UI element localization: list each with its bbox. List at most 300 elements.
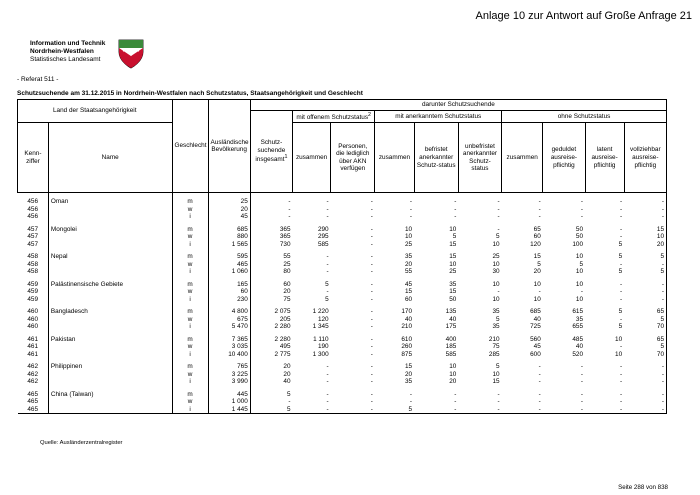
- value-cell: 120: [530, 240, 541, 248]
- value-cell: -: [370, 205, 373, 213]
- value-cell: -: [620, 225, 623, 233]
- geschlecht-cell: i: [172, 268, 208, 276]
- value-cell: 10: [575, 295, 584, 303]
- value-cell: 585: [317, 240, 329, 248]
- agency-logo-text: [30, 40, 105, 64]
- value-cell: -: [370, 268, 373, 276]
- value-cell: 10: [492, 260, 500, 268]
- country-name-cell: [48, 406, 172, 414]
- kennziffer-cell: 462: [18, 371, 49, 379]
- value-cell: -: [538, 398, 541, 406]
- kennziffer-cell: 462: [18, 363, 49, 371]
- kennziffer-cell: 459: [18, 296, 49, 304]
- value-cell: -: [580, 370, 584, 378]
- value-cell: 7 365: [208, 336, 250, 344]
- value-cell: 10: [533, 280, 541, 288]
- value-cell: 15: [533, 253, 541, 261]
- value-cell: -: [454, 390, 457, 398]
- value-cell: -: [620, 280, 623, 288]
- value-cell: -: [620, 233, 623, 241]
- value-cell: 210: [401, 323, 413, 331]
- table-row: [18, 253, 667, 261]
- value-cell: -: [409, 213, 413, 221]
- geschlecht-cell: i: [172, 213, 208, 221]
- header-offen-zusammen: zusammen: [293, 123, 331, 193]
- value-cell: 185: [445, 343, 457, 351]
- value-cell: -: [620, 315, 623, 323]
- header-latent: latent ausreise-pflichtig: [585, 123, 624, 193]
- value-cell: -: [370, 295, 373, 303]
- value-cell: 45: [404, 280, 413, 288]
- value-cell: 10: [615, 350, 623, 358]
- header-offen: [293, 110, 375, 123]
- header-anerkannt-zusammen: zusammen: [375, 123, 414, 193]
- value-cell: 15: [404, 288, 413, 296]
- value-cell: 5: [618, 268, 623, 276]
- value-cell: 5: [325, 295, 329, 303]
- value-cell: -: [620, 398, 623, 406]
- table-row: [18, 398, 667, 406]
- value-cell: -: [624, 261, 666, 269]
- table-row: [18, 351, 667, 359]
- value-cell: -: [370, 280, 373, 288]
- value-cell: -: [370, 363, 373, 371]
- value-cell: 65: [624, 308, 666, 316]
- value-cell: 1 000: [208, 398, 250, 406]
- geschlecht-cell: w: [172, 316, 208, 324]
- value-cell: 40: [575, 343, 584, 351]
- value-cell: -: [458, 406, 501, 414]
- value-cell: 685: [530, 308, 541, 316]
- value-cell: -: [620, 363, 623, 371]
- value-cell: -: [620, 213, 623, 221]
- value-cell: -: [288, 398, 291, 406]
- value-cell: 40: [449, 315, 457, 323]
- country-name-cell: [48, 206, 172, 214]
- table-title: Schutzsuchende am 31.12.2015 in Nordrhein-Westfalen nach Schutzstatus, Staatsangehörigkeit und Geschlecht: [17, 90, 363, 97]
- kennziffer-cell: 461: [18, 343, 49, 351]
- value-cell: 730: [279, 240, 291, 248]
- value-cell: 15: [449, 253, 457, 261]
- value-cell: 260: [401, 343, 413, 351]
- footnote-marker: 1: [284, 154, 288, 161]
- country-name-cell: [48, 233, 172, 241]
- geschlecht-cell: m: [172, 391, 208, 399]
- value-cell: -: [497, 390, 500, 398]
- value-cell: 15: [449, 288, 457, 296]
- geschlecht-cell: m: [172, 363, 208, 371]
- table-row: [18, 296, 667, 304]
- value-cell: 10: [449, 225, 457, 233]
- value-cell: 2 280: [274, 323, 291, 331]
- value-cell: -: [624, 391, 666, 399]
- geschlecht-cell: m: [172, 336, 208, 344]
- value-cell: 3 990: [208, 378, 250, 386]
- value-cell: 80: [283, 268, 291, 276]
- value-cell: -: [580, 363, 584, 371]
- value-cell: 10: [492, 370, 500, 378]
- value-cell: -: [326, 213, 329, 221]
- value-cell: -: [409, 398, 413, 406]
- kennziffer-cell: 458: [18, 268, 49, 276]
- value-cell: 35: [575, 315, 584, 323]
- logo-line-3: Statistisches Landesamt: [30, 56, 101, 63]
- value-cell: 685: [208, 226, 250, 234]
- table-row: [18, 281, 667, 289]
- country-name-cell: [48, 261, 172, 269]
- value-cell: 1 060: [208, 268, 250, 276]
- country-name-cell: [48, 288, 172, 296]
- geschlecht-cell: i: [172, 323, 208, 331]
- value-cell: -: [370, 213, 373, 221]
- value-cell: 610: [401, 335, 413, 343]
- value-cell: 20: [624, 241, 666, 249]
- value-cell: -: [370, 315, 373, 323]
- value-cell: 10: [575, 280, 584, 288]
- value-cell: -: [620, 343, 623, 351]
- value-cell: -: [370, 233, 373, 241]
- value-cell: 5: [375, 406, 414, 414]
- kennziffer-cell: 458: [18, 261, 49, 269]
- value-cell: 5: [286, 390, 291, 398]
- page-number: Seite 288 von 838: [618, 484, 668, 491]
- value-cell: 25: [492, 253, 500, 261]
- value-cell: -: [409, 205, 413, 213]
- value-cell: 25: [283, 260, 291, 268]
- value-cell: 165: [208, 281, 250, 289]
- value-cell: 4 800: [208, 308, 250, 316]
- value-cell: 50: [575, 225, 584, 233]
- value-cell: 20: [449, 378, 457, 386]
- value-cell: 3 225: [208, 371, 250, 379]
- table-row: [18, 268, 667, 276]
- value-cell: 15: [624, 226, 666, 234]
- value-cell: 25: [208, 198, 250, 206]
- value-cell: -: [538, 363, 541, 371]
- value-cell: -: [331, 406, 375, 414]
- value-cell: 655: [572, 323, 584, 331]
- value-cell: -: [620, 295, 623, 303]
- value-cell: 70: [624, 351, 666, 359]
- value-cell: -: [326, 205, 329, 213]
- value-cell: 40: [404, 315, 413, 323]
- footnote-marker: 2: [368, 111, 372, 118]
- header-insgesamt: [250, 110, 292, 193]
- kennziffer-cell: 457: [18, 233, 49, 241]
- country-name-cell: Oman: [48, 198, 172, 206]
- table-row: [18, 391, 667, 399]
- value-cell: -: [497, 213, 500, 221]
- value-cell: -: [370, 240, 373, 248]
- value-cell: 5: [624, 268, 666, 276]
- value-cell: -: [370, 260, 373, 268]
- table-row: [18, 206, 667, 214]
- value-cell: 875: [401, 350, 413, 358]
- header-ohne: ohne Schutzstatus: [502, 110, 667, 123]
- country-name-cell: Philippinen: [48, 363, 172, 371]
- geschlecht-cell: m: [172, 198, 208, 206]
- value-cell: 465: [208, 261, 250, 269]
- value-cell: 1 445: [208, 406, 250, 414]
- country-name-cell: Mongolei: [48, 226, 172, 234]
- kennziffer-cell: 456: [18, 213, 49, 221]
- value-cell: -: [624, 398, 666, 406]
- geschlecht-cell: m: [172, 308, 208, 316]
- table-row: [18, 316, 667, 324]
- value-cell: 120: [317, 315, 329, 323]
- value-cell: -: [497, 225, 500, 233]
- header-kennziffer: Kenn-ziffer: [18, 123, 49, 193]
- value-cell: -: [454, 198, 457, 206]
- value-cell: -: [326, 398, 329, 406]
- value-cell: -: [624, 288, 666, 296]
- value-cell: -: [538, 205, 541, 213]
- value-cell: -: [288, 198, 291, 206]
- value-cell: 10: [575, 268, 584, 276]
- country-name-cell: [48, 351, 172, 359]
- header-geduldet: geduldet ausreise-pflichtig: [543, 123, 585, 193]
- geschlecht-cell: w: [172, 233, 208, 241]
- country-name-cell: Nepal: [48, 253, 172, 261]
- value-cell: 2 775: [274, 350, 291, 358]
- value-cell: 40: [533, 315, 541, 323]
- logo-line-2: Nordrhein-Westfalen: [30, 48, 94, 55]
- kennziffer-cell: 465: [18, 398, 49, 406]
- country-name-cell: [48, 343, 172, 351]
- header-akn: Personen, die lediglich über AKN verfügen: [331, 123, 375, 193]
- header-bevoelkerung: Ausländische Bevölkerung: [208, 100, 250, 193]
- geschlecht-cell: w: [172, 343, 208, 351]
- value-cell: 5: [618, 240, 623, 248]
- value-cell: -: [580, 213, 584, 221]
- value-cell: 15: [492, 378, 500, 386]
- value-cell: -: [580, 398, 584, 406]
- kennziffer-cell: 461: [18, 336, 49, 344]
- value-cell: -: [326, 198, 329, 206]
- value-cell: -: [620, 378, 623, 386]
- value-cell: 5: [537, 260, 541, 268]
- value-cell: 5: [624, 316, 666, 324]
- table-row: [18, 261, 667, 269]
- value-cell: -: [624, 206, 666, 214]
- kennziffer-cell: 465: [18, 391, 49, 399]
- value-cell: -: [624, 406, 666, 414]
- geschlecht-cell: i: [172, 241, 208, 249]
- table-row: [18, 198, 667, 206]
- value-cell: 25: [404, 240, 413, 248]
- geschlecht-cell: i: [172, 351, 208, 359]
- value-cell: 10: [533, 295, 541, 303]
- table-row: [18, 371, 667, 379]
- value-cell: 295: [317, 233, 329, 241]
- table-row: [18, 241, 667, 249]
- table-row: [18, 343, 667, 351]
- table-row: [18, 323, 667, 331]
- value-cell: -: [538, 390, 541, 398]
- value-cell: 1 565: [208, 241, 250, 249]
- value-cell: -: [502, 406, 543, 414]
- kennziffer-cell: 460: [18, 316, 49, 324]
- value-cell: 10: [624, 233, 666, 241]
- country-name-cell: Pakistan: [48, 336, 172, 344]
- header-anerkannt: mit anerkanntem Schutzstatus: [375, 110, 502, 123]
- value-cell: 400: [445, 335, 457, 343]
- value-cell: 1 345: [312, 323, 329, 331]
- geschlecht-cell: m: [172, 226, 208, 234]
- value-cell: -: [624, 296, 666, 304]
- value-cell: 10: [404, 225, 413, 233]
- value-cell: 615: [572, 308, 584, 316]
- value-cell: 50: [449, 295, 457, 303]
- value-cell: -: [370, 350, 373, 358]
- value-cell: 10: [492, 240, 500, 248]
- value-cell: -: [580, 390, 584, 398]
- value-cell: -: [370, 308, 373, 316]
- country-name-cell: [48, 398, 172, 406]
- value-cell: -: [370, 335, 373, 343]
- value-cell: 65: [533, 225, 541, 233]
- value-cell: 10: [449, 260, 457, 268]
- value-cell: 10 400: [208, 351, 250, 359]
- table-row: [18, 308, 667, 316]
- geschlecht-cell: w: [172, 206, 208, 214]
- value-cell: -: [454, 398, 457, 406]
- value-cell: -: [326, 390, 329, 398]
- country-name-cell: [48, 296, 172, 304]
- value-cell: 5: [624, 253, 666, 261]
- value-cell: 595: [208, 253, 250, 261]
- header-name: Name: [48, 123, 172, 193]
- value-cell: 20: [283, 363, 291, 371]
- value-cell: 55: [404, 268, 413, 276]
- value-cell: -: [580, 378, 584, 386]
- value-cell: 60: [533, 233, 541, 241]
- referat: - Referat 511 -: [17, 76, 59, 83]
- value-cell: -: [624, 371, 666, 379]
- value-cell: 60: [404, 295, 413, 303]
- value-cell: -: [409, 198, 413, 206]
- value-cell: -: [370, 323, 373, 331]
- value-cell: 65: [624, 336, 666, 344]
- value-cell: -: [620, 288, 623, 296]
- nrw-crest-icon: [117, 38, 145, 70]
- value-cell: -: [538, 378, 541, 386]
- geschlecht-cell: w: [172, 398, 208, 406]
- value-cell: 10: [575, 253, 584, 261]
- value-cell: 560: [530, 335, 541, 343]
- value-cell: 5: [452, 233, 457, 241]
- value-cell: -: [326, 268, 329, 276]
- value-cell: -: [624, 281, 666, 289]
- value-cell: -: [620, 198, 623, 206]
- table-row: [18, 363, 667, 371]
- value-cell: 365: [279, 233, 291, 241]
- value-cell: 1 110: [313, 335, 329, 343]
- table-row: [18, 213, 667, 221]
- value-cell: 10: [492, 295, 500, 303]
- value-cell: 35: [404, 378, 413, 386]
- value-cell: 35: [449, 280, 457, 288]
- value-cell: 135: [445, 308, 457, 316]
- kennziffer-cell: 459: [18, 281, 49, 289]
- value-cell: 10: [449, 370, 457, 378]
- value-cell: -: [454, 205, 457, 213]
- value-cell: 45: [208, 213, 250, 221]
- value-cell: -: [409, 390, 413, 398]
- country-name-cell: [48, 323, 172, 331]
- kennziffer-cell: 462: [18, 378, 49, 386]
- country-name-cell: Bangladesch: [48, 308, 172, 316]
- value-cell: -: [538, 198, 541, 206]
- value-cell: 10: [449, 363, 457, 371]
- value-cell: -: [288, 213, 291, 221]
- value-cell: 485: [572, 335, 584, 343]
- value-cell: 600: [530, 350, 541, 358]
- value-cell: 290: [317, 225, 329, 233]
- value-cell: 585: [445, 350, 457, 358]
- value-cell: 75: [283, 295, 291, 303]
- geschlecht-cell: i: [172, 296, 208, 304]
- header-befristet: befristet anerkannter Schutz-status: [414, 123, 458, 193]
- value-cell: 880: [208, 233, 250, 241]
- value-cell: 175: [445, 323, 457, 331]
- value-cell: 15: [404, 363, 413, 371]
- value-cell: -: [370, 253, 373, 261]
- kennziffer-cell: 465: [18, 406, 49, 414]
- value-cell: -: [326, 363, 329, 371]
- value-cell: -: [620, 260, 623, 268]
- value-cell: -: [620, 390, 623, 398]
- value-cell: 520: [572, 350, 584, 358]
- value-cell: -: [497, 398, 500, 406]
- value-cell: 30: [492, 268, 500, 276]
- value-cell: 365: [279, 225, 291, 233]
- table-row: [18, 226, 667, 234]
- value-cell: 60: [208, 288, 250, 296]
- geschlecht-cell: w: [172, 261, 208, 269]
- value-cell: 35: [492, 323, 500, 331]
- country-name-cell: Palästinensische Gebiete: [48, 281, 172, 289]
- table-row: [18, 406, 667, 414]
- geschlecht-cell: w: [172, 288, 208, 296]
- table-row: [18, 288, 667, 296]
- country-name-cell: China (Taiwan): [48, 391, 172, 399]
- value-cell: 5 470: [208, 323, 250, 331]
- value-cell: -: [288, 205, 291, 213]
- value-cell: 20: [208, 206, 250, 214]
- value-cell: 50: [575, 233, 584, 241]
- data-table: [17, 99, 667, 414]
- value-cell: 210: [488, 335, 500, 343]
- value-cell: -: [580, 205, 584, 213]
- country-name-cell: [48, 378, 172, 386]
- value-cell: 35: [492, 308, 500, 316]
- header-geschlecht: Geschlecht: [172, 100, 208, 193]
- kennziffer-cell: 457: [18, 241, 49, 249]
- geschlecht-cell: i: [172, 378, 208, 386]
- value-cell: 230: [208, 296, 250, 304]
- value-cell: -: [497, 198, 500, 206]
- value-cell: 285: [488, 350, 500, 358]
- value-cell: 5: [496, 233, 500, 241]
- kennziffer-cell: 457: [18, 226, 49, 234]
- country-name-cell: [48, 268, 172, 276]
- header-offen-text: mit offenem Schutzstatus: [296, 113, 369, 121]
- value-cell: 445: [208, 391, 250, 399]
- value-cell: 5: [618, 253, 623, 261]
- value-cell: -: [538, 370, 541, 378]
- value-cell: -: [580, 198, 584, 206]
